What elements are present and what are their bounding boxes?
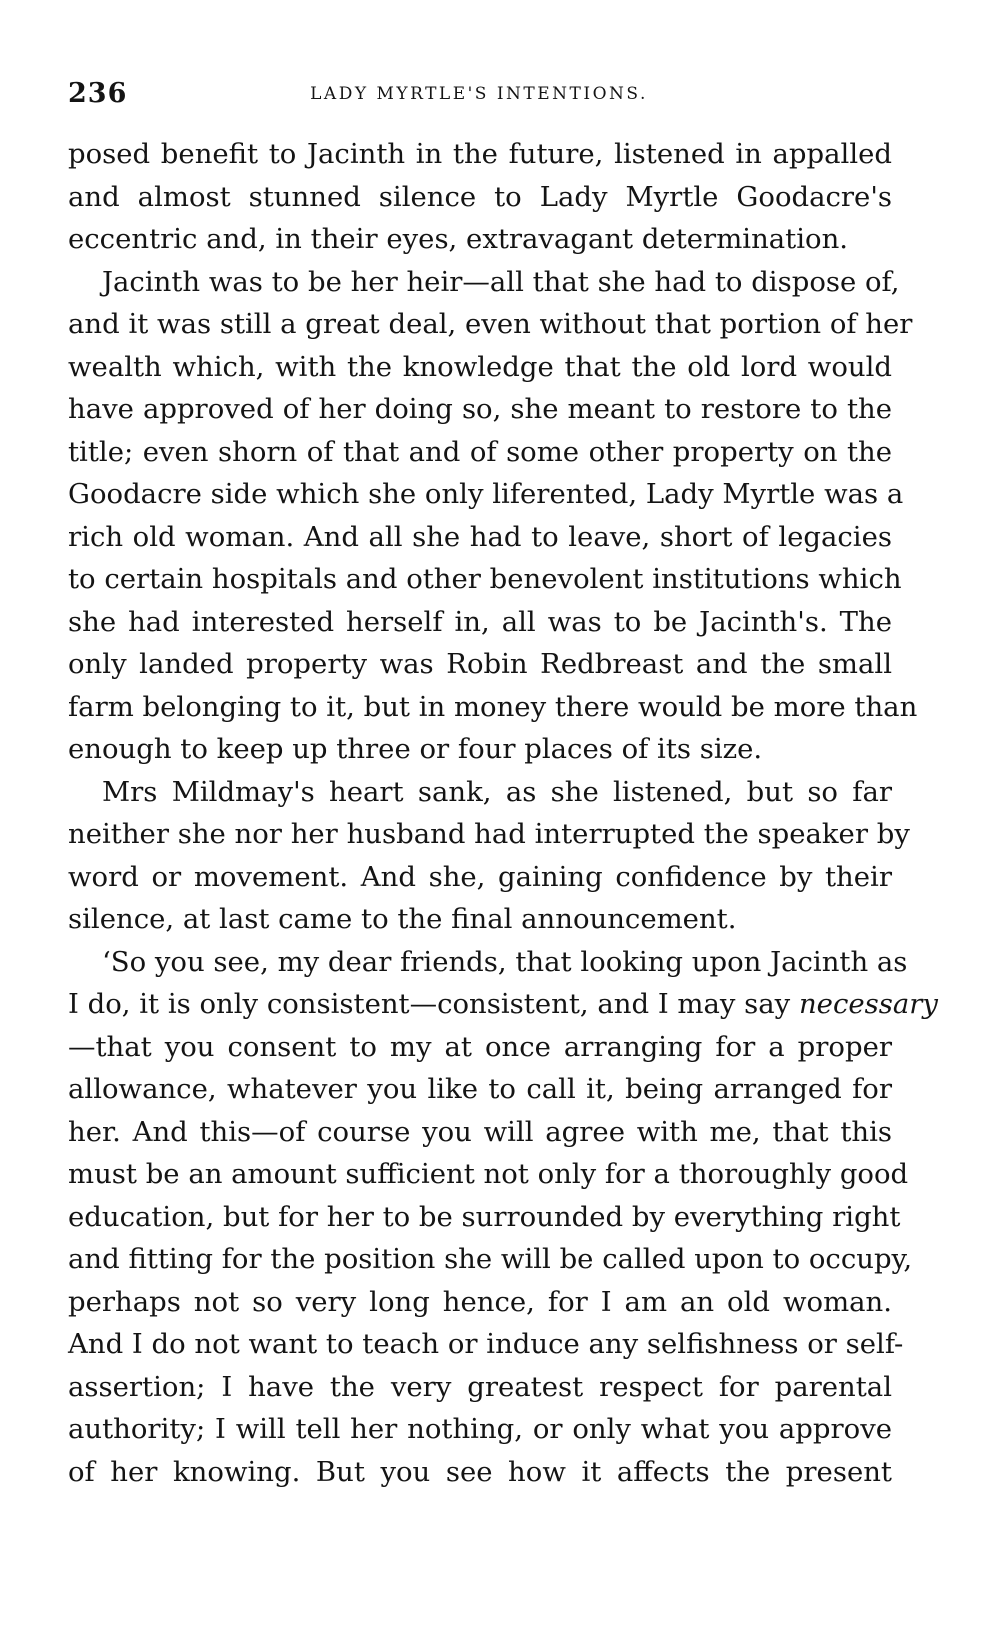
text-line-roman: I do, it is only consistent—consistent, and I may say — [68, 988, 791, 1020]
text-line: Goodacre side which she only liferented, Lady Myrtle was a — [68, 478, 904, 510]
text-line: Jacinth was to be her heir—all that she had to dispose of, — [102, 265, 900, 298]
text-line: must be an amount sufficient not only for a thoroughly good — [68, 1158, 909, 1190]
text-line: allowance, whatever you like to call it, being arranged for — [68, 1073, 892, 1105]
text-line: And I do not want to teach or induce any selfishness or self- — [68, 1328, 904, 1360]
text-line: authority; I will tell her nothing, or only what you approve — [68, 1413, 892, 1445]
text-line: eccentric and, in their eyes, extravagant determination. — [68, 223, 849, 255]
text-line: assertion; I have the very greatest respect for parental — [68, 1370, 892, 1403]
body-text — [68, 133, 938, 1493]
text-line: her. And this—of course you will agree with me, that this — [68, 1115, 892, 1148]
text-line: perhaps not so very long hence, for I am an old woman. — [68, 1285, 892, 1318]
text-line: education, but for her to be surrounded by everything right — [68, 1200, 901, 1233]
text-line: rich old woman. And all she had to leave, short of legacies — [68, 520, 892, 553]
text-line: ‘So you see, my dear friends, that looking upon Jacinth as — [102, 945, 908, 978]
text-line: word or movement. And she, gaining confidence by their — [68, 860, 892, 893]
text-line: and almost stunned silence to Lady Myrtle Goodacre's — [68, 180, 892, 213]
text-line: only landed property was Robin Redbreast and the small — [68, 648, 892, 680]
text-line: of her knowing. But you see how it affects the present — [68, 1455, 892, 1488]
running-head — [68, 78, 890, 118]
text-line-italic: necessary — [798, 988, 938, 1020]
text-line — [68, 983, 938, 1026]
text-line: —that you consent to my at once arranging for a proper — [68, 1030, 892, 1063]
text-line: to certain hospitals and other benevolent institutions which — [68, 563, 902, 595]
text-line: and fitting for the position she will be called upon to occupy, — [68, 1243, 913, 1275]
text-line: and it was still a great deal, even without that portion of her — [68, 308, 913, 340]
text-line: farm belonging to it, but in money there would be more than — [68, 690, 918, 723]
text-line: have approved of her doing so, she meant to restore to the — [68, 393, 892, 425]
text-line: title; even shorn of that and of some other property on the — [68, 435, 892, 468]
text-line: neither she nor her husband had interrupted the speaker by — [68, 818, 910, 850]
text-line: silence, at last came to the final announcement. — [68, 903, 737, 935]
text-line: Mrs Mildmay's heart sank, as she listened, but so far — [102, 775, 892, 808]
page-number: 236 — [68, 78, 128, 109]
text-line: wealth which, with the knowledge that the old lord would — [68, 350, 892, 383]
running-title: LADY MYRTLE'S INTENTIONS. — [310, 84, 648, 104]
text-line: enough to keep up three or four places of its size. — [68, 733, 763, 765]
text-line: posed benefit to Jacinth in the future, listened in appalled — [68, 138, 892, 170]
text-line: she had interested herself in, all was to be Jacinth's. The — [68, 605, 892, 638]
